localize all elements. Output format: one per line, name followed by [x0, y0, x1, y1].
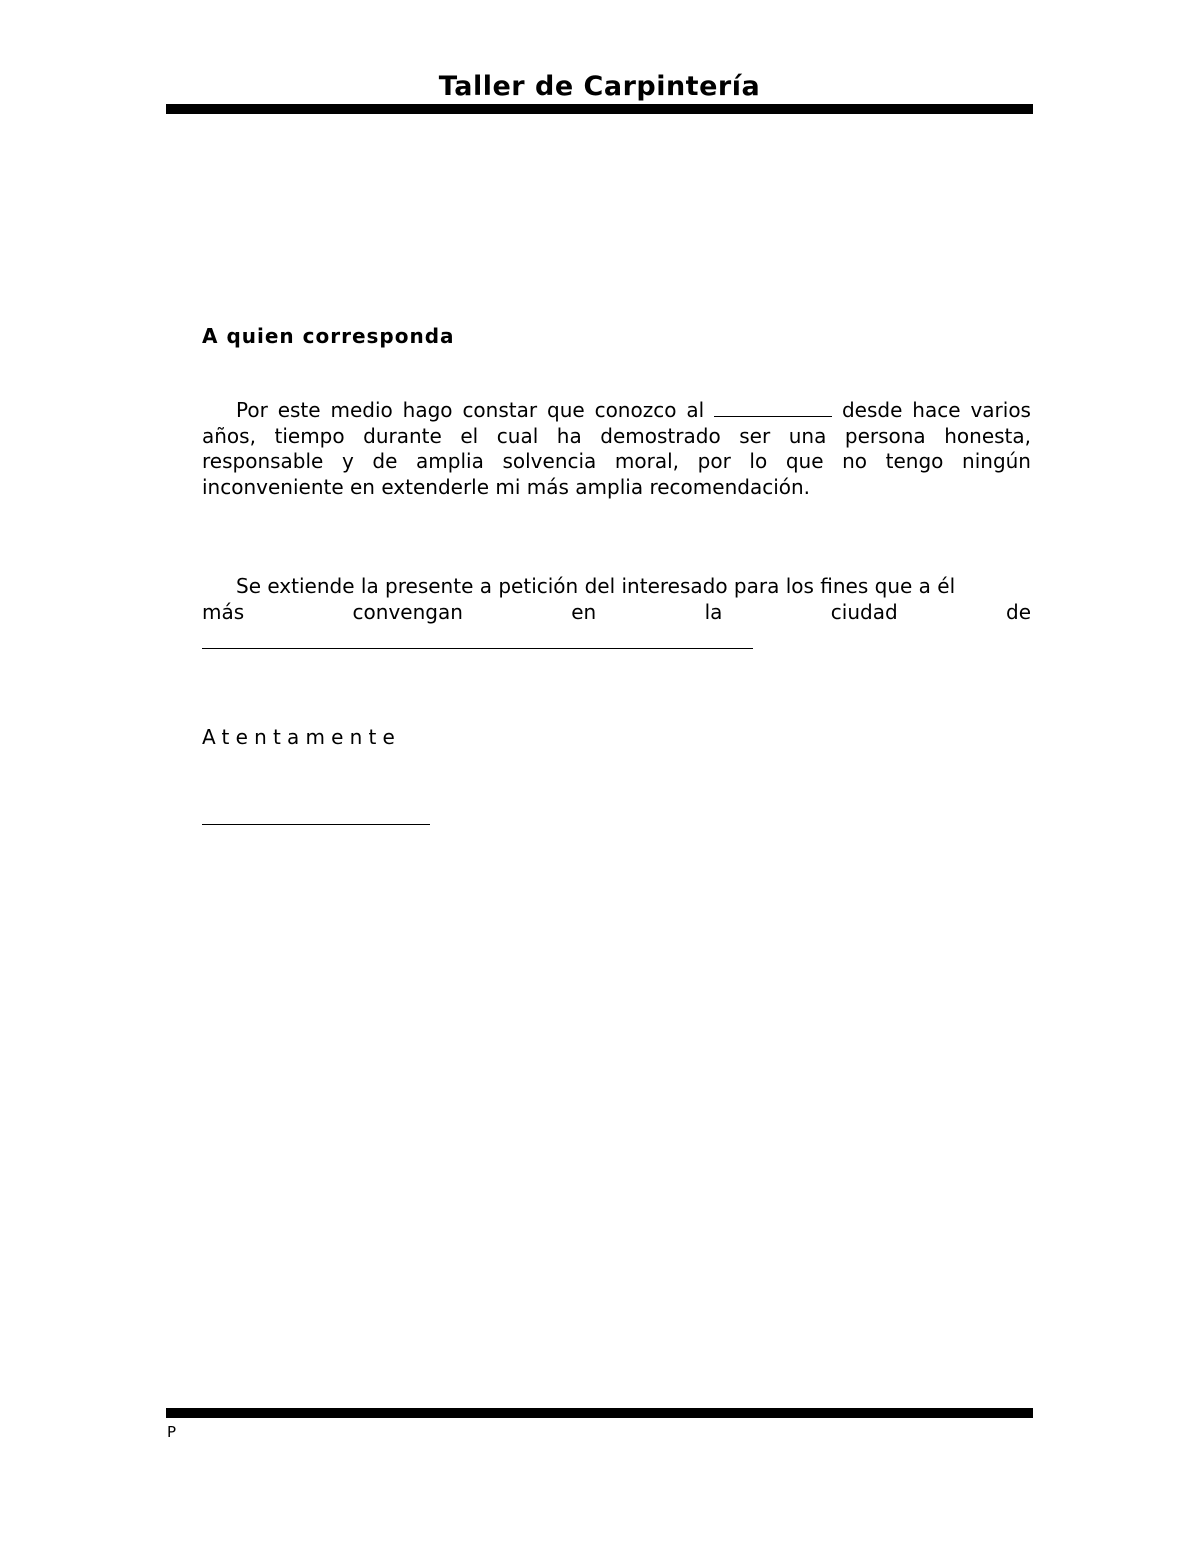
signature-line	[202, 824, 430, 825]
paragraph-2-line-2	[202, 600, 1031, 626]
footer-page-label: P	[167, 1423, 177, 1441]
closing-text: Atentamente	[202, 725, 402, 749]
word: en	[571, 599, 597, 624]
word: de	[1006, 599, 1031, 624]
paragraph-2-line-1: Se extiende la presente a petición del interesado para los fines que a él	[236, 574, 956, 598]
page-title: Taller de Carpintería	[438, 71, 761, 102]
footer-rule	[166, 1408, 1033, 1418]
word: más	[202, 599, 245, 624]
word: ciudad	[830, 599, 898, 624]
paragraph-1-start: Por este medio hago constar que conozco al	[236, 398, 705, 422]
paragraph-purpose	[202, 574, 1031, 625]
salutation: A quien corresponda	[202, 324, 455, 348]
paragraph-1-end: desde hace varios años, tiempo durante el cual ha demostrado ser una persona honesta, responsable y de amplia solvencia moral, por lo que no tengo ningún inconveniente en extenderle mi más amplia recomendación.	[202, 398, 1031, 499]
word: convengan	[352, 599, 463, 624]
city-blank-line	[202, 648, 753, 649]
paragraph-recommendation	[202, 398, 1031, 500]
header-rule	[166, 104, 1033, 114]
name-blank-line	[714, 398, 832, 417]
word: la	[704, 599, 723, 624]
